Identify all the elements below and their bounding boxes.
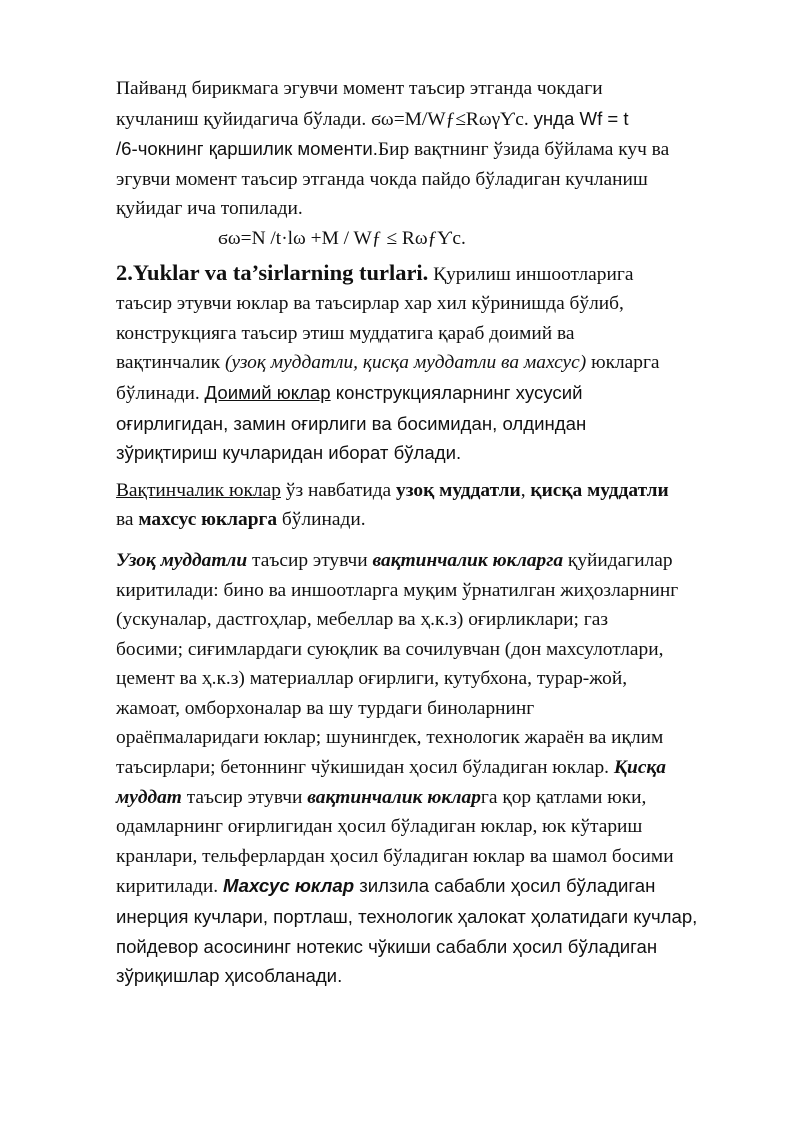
text-line: зўриқтириш кучларидан иборат бўлади. [116, 442, 462, 464]
text-line [116, 505, 746, 535]
text-line: одамларнинг оғирлигидан ҳосил бўладиган юклар, юк кўтариш [116, 816, 643, 838]
text-run-bold: махсус юкларга [138, 509, 278, 531]
text-run: га қор қатлами юки, [480, 786, 647, 808]
text-line [116, 546, 746, 576]
text-run-bold-italic: Узоқ муддатли [116, 549, 248, 571]
text-run: таъсир этувчи [181, 786, 308, 808]
text-run: киритилади. [116, 876, 223, 898]
text-line: кранлари, тельферлардан ҳосил бўладиган юклар ва шамол босими [116, 845, 674, 867]
text-line: (ускуналар, дастгоҳлар, мебеллар ва ҳ.к.з) оғирликлари; газ [116, 609, 608, 631]
paragraph-load-types [116, 258, 746, 468]
text-run: кучланиш қуйидагича бўлади. ϭω=M/Wƒ≤RωγƳc. [116, 108, 534, 130]
text-run: зилзила сабабли ҳосил бўладиган [354, 875, 656, 897]
text-run: қуйидагилар [563, 549, 673, 571]
term-temporary-loads: Вақтинчалик юклар [116, 479, 281, 501]
paragraph-temporary-loads [116, 476, 746, 535]
text-run-bold: қисқа муддатли [530, 479, 669, 501]
text-run-italic: (узоқ муддатли, қисқа муддатли ва махсус) [225, 352, 587, 374]
text-line: инерция кучлари, портлаш, технологик ҳалокат ҳолатидаги кучлар, [116, 906, 698, 928]
text-line [116, 753, 746, 783]
text-line [116, 258, 746, 290]
text-line [116, 871, 746, 902]
text-run-bold-italic: вақтинчалик юклар [307, 786, 481, 808]
text-line: эгувчи момент таъсир этганда чокда пайдо бўладиган кучланиш [116, 168, 648, 190]
text-line: конструкцияга таъсир этиш муддатига қараб доимий ва [116, 322, 575, 344]
text-run: Қурилиш иншоотларига [428, 263, 634, 285]
text-run-bold: узоқ муддатли [396, 479, 521, 501]
text-line: киритилади: бино ва иншоотларга муқим ўрнатилган жиҳозларнинг [116, 579, 679, 601]
text-line: зўриқишлар ҳисобланади. [116, 965, 343, 987]
text-run-bold-italic: муддат [116, 786, 182, 808]
text-line: таъсир этувчи юклар ва таъсирлар хар хил кўринишда бўлиб, [116, 293, 624, 315]
text-line: оғирлигидан, замин оғирлиги ва босимидан, олдиндан [116, 412, 587, 434]
text-run: таъсирлари; бетоннинг чўкишидан ҳосил бўладиган юклар. [116, 757, 614, 779]
text-line: цемент ва ҳ.к.з) материаллар оғирлиги, кутубхона, турар-жой, [116, 668, 628, 690]
text-run: вақтинчалик [116, 352, 226, 374]
text-run: /6-чокнинг қаршилик моменти. [116, 138, 378, 160]
text-line: қуйидаг ича топилади. [116, 198, 303, 220]
text-line [116, 378, 746, 409]
text-run: конструкцияларнинг хусусий [330, 381, 583, 403]
text-run: унда Wf = t [533, 107, 629, 129]
text-line: жамоат, омборхоналар ва шу турдаги биноларнинг [116, 697, 535, 719]
formula: ϭω=N /t·lω +M / Wƒ ≤ RωƒƳc. [218, 227, 466, 249]
text-run: ва [116, 509, 139, 531]
text-run: бўлинади. [116, 382, 205, 404]
text-run: ўз навбатида [280, 479, 397, 501]
text-run: , [520, 479, 531, 501]
text-run: бўлинади. [277, 509, 366, 531]
text-run-bold-italic: Махсус юклар [222, 875, 355, 897]
text-run: таъсир этувчи [247, 549, 373, 571]
text-line [116, 476, 746, 506]
text-line [116, 134, 746, 165]
text-line [116, 348, 746, 378]
section-heading: 2.Yuklar va ta’sirlarning turlari. [116, 259, 429, 285]
document-page [116, 74, 746, 991]
paragraph-weld-stress [116, 74, 746, 254]
text-run: Бир вақтнинг ўзида бўйлама куч ва [377, 139, 670, 161]
text-line [116, 104, 746, 135]
text-line: ораёпмаларидаги юклар; шунингдек, технологик жараён ва иқлим [116, 727, 664, 749]
paragraph-load-details [116, 546, 746, 991]
text-line [116, 783, 746, 813]
text-run-bold-italic: Қисқа [613, 757, 666, 779]
text-run: юкларга [586, 352, 660, 374]
text-run-bold-italic: вақтинчалик юкларга [372, 549, 564, 571]
text-line: Пайванд бирикмага эгувчи момент таъсир этганда чокдаги [116, 78, 603, 99]
term-permanent-loads: Доимий юклар [204, 381, 331, 403]
text-line: босими; сиғимлардаги суюқлик ва сочилувчан (дон махсулотлари, [116, 638, 664, 660]
text-line: пойдевор асосининг нотекис чўкиши сабабли ҳосил бўладиган [116, 935, 658, 957]
